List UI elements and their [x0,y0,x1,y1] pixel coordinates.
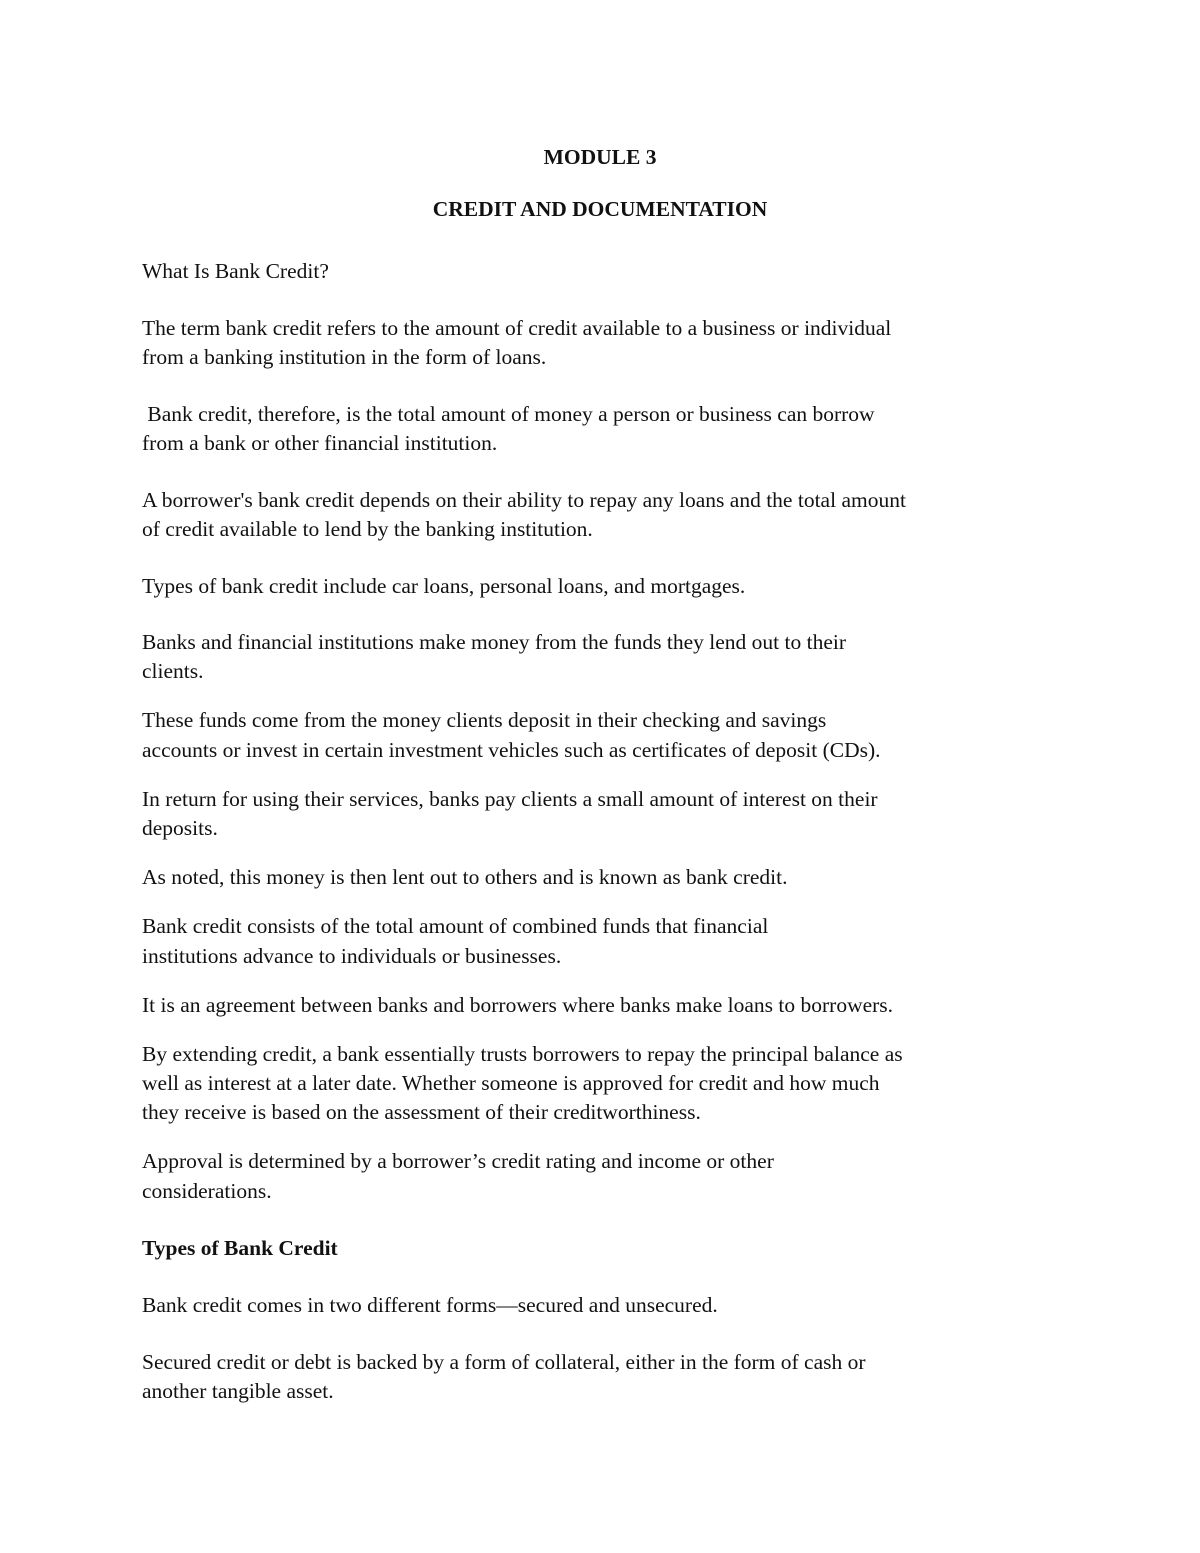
paragraph-line: By extending credit, a bank essentially trusts borrowers to repay the principal balance as [142,1042,903,1066]
paragraph-line: These funds come from the money clients deposit in their checking and savings [142,708,827,732]
paragraph-line: accounts or invest in certain investment vehicles such as certificates of deposit (CDs). [142,738,881,762]
paragraph-line: A borrower's bank credit depends on their ability to repay any loans and the total amount [142,488,906,512]
paragraph-line: well as interest at a later date. Whether someone is approved for credit and how much [142,1071,880,1095]
paragraph-line: As noted, this money is then lent out to others and is known as bank credit. [142,865,788,889]
paragraph-line: Bank credit comes in two different forms—secured and unsecured. [142,1293,718,1317]
module-subtitle: CREDIT AND DOCUMENTATION [432,197,768,221]
paragraph-line: deposits. [142,816,218,840]
paragraph-line: Bank credit, therefore, is the total amount of money a person or business can borrow [142,402,875,426]
paragraph-line: another tangible asset. [142,1379,334,1403]
paragraph-line: considerations. [142,1179,272,1203]
paragraph-line: In return for using their services, banks pay clients a small amount of interest on their [142,787,878,811]
paragraph-line: It is an agreement between banks and borrowers where banks make loans to borrowers. [142,993,894,1017]
paragraph-line: Types of bank credit include car loans, personal loans, and mortgages. [142,574,746,598]
question-heading: What Is Bank Credit? [142,259,329,283]
paragraph-line: Approval is determined by a borrower’s credit rating and income or other [142,1149,774,1173]
paragraph-line: clients. [142,659,204,683]
paragraph-line: from a banking institution in the form of loans. [142,345,547,369]
paragraph-line: Bank credit consists of the total amount of combined funds that financial [142,914,769,938]
paragraph-line: The term bank credit refers to the amount of credit available to a business or individual [142,316,892,340]
paragraph-line: of credit available to lend by the banking institution. [142,517,593,541]
paragraph-line: Secured credit or debt is backed by a form of collateral, either in the form of cash or [142,1350,866,1374]
section-heading: Types of Bank Credit [142,1236,338,1260]
module-title: MODULE 3 [543,145,657,169]
paragraph-line: they receive is based on the assessment of their creditworthiness. [142,1100,701,1124]
paragraph-line: institutions advance to individuals or businesses. [142,944,562,968]
paragraph-line: Banks and financial institutions make money from the funds they lend out to their [142,630,846,654]
paragraph-line: from a bank or other financial institution. [142,431,498,455]
